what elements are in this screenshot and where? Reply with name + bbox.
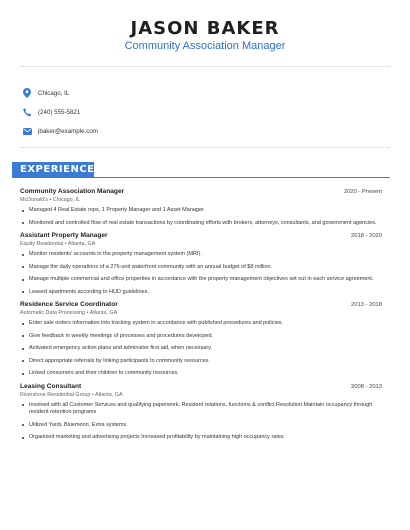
job-entry [20, 383, 382, 442]
email-icon [22, 126, 32, 136]
job-dates: 2013 - 2018 [351, 302, 382, 308]
job-bullets [20, 320, 382, 378]
contacts-divider [20, 147, 390, 148]
contact-list [22, 84, 98, 141]
job-meta: Automatic Data Processing • Atlanta, GA [20, 310, 118, 316]
job-meta: Riverstone Residential Group • Atlanta, GA [20, 391, 123, 398]
job-bullets [20, 207, 382, 227]
bullet-item: Leased apartments according to HUD guidelines. [20, 289, 382, 297]
contact-location-text: Chicago, IL [38, 89, 70, 97]
candidate-name: JASON BAKER [130, 18, 280, 39]
job-meta: McDonald's • Chicago, IL [20, 197, 81, 203]
job-entry [20, 188, 382, 227]
job-title: Residence Service Coordinator [20, 301, 118, 308]
job-title: Community Association Manager [20, 188, 125, 195]
job-bullets [20, 251, 382, 296]
bullet-item: Organized marketing and advertising projects Increased profitability by maintaining high occupancy rates [20, 434, 382, 442]
bullet-item: Activated emergency action plans and administer first aid, when necessary. [20, 345, 382, 353]
job-dates: 2020 - Present [343, 189, 382, 195]
job-bullets [20, 402, 382, 442]
bullet-item: Utilized Yardi, Bluemoon, Extra systems. [20, 422, 382, 430]
job-company: Equity Residential [20, 241, 64, 247]
experience-list [20, 188, 382, 447]
section-underline [12, 177, 390, 178]
bullet-item: Give feedback in weekly meetings of processes and procedures developed. [20, 333, 382, 341]
job-dates: 2018 - 2020 [351, 233, 382, 239]
job-location: Atlanta, GA [67, 241, 96, 247]
job-meta: Equity Residential • Atlanta, GA [20, 241, 96, 247]
job-company: McDonald's [20, 197, 48, 203]
bullet-item: Managed 4 Real Estate reps, 1 Property Manager and 1 Asset Manager. [20, 207, 382, 215]
job-dates: 2008 - 2013 [351, 383, 382, 390]
job-location: Atlanta, GA [89, 310, 118, 316]
job-title: Assistant Property Manager [20, 232, 108, 239]
bullet-item: Direct appropriate referrals by linking participants to community resources. [20, 358, 382, 366]
contact-email-text[interactable]: jbaker@example.com [38, 127, 98, 135]
bullet-item: Manage multiple commercial and office properties in accordance with the property management objectives set out in each service agreement. [20, 276, 382, 284]
phone-icon [22, 107, 32, 117]
section-heading-experience: EXPERIENCE [12, 162, 94, 178]
job-location: Atlanta, GA [95, 391, 123, 398]
job-company: Riverstone Residential Group [20, 391, 91, 398]
job-company: Automatic Data Processing [20, 310, 86, 316]
contact-email[interactable] [22, 122, 98, 140]
location-pin-icon [22, 88, 32, 98]
contact-phone [22, 103, 98, 121]
bullet-item: Manage the daily operations of a 276-unit waterfront community with an annual budget of $8 million. [20, 264, 382, 272]
header-divider [20, 66, 390, 67]
job-entry [20, 301, 382, 378]
bullet-item: Enter sale orders information into tracking system in accordance with published procedures and policies. [20, 320, 382, 328]
job-entry [20, 232, 382, 296]
job-title-heading: Community Association Manager [124, 40, 286, 52]
contact-phone-text: (240) 555-5821 [38, 108, 81, 116]
bullet-item: Monitored and controlled flow of real estate transactions by coordinating efforts with brokers, attorneys, consultants, and government agencies. [20, 220, 382, 228]
bullet-item: Linked consumers and their children to community resources. [20, 370, 382, 378]
bullet-item: Monitor residents' accounts in the property management system (MRI). [20, 251, 382, 259]
job-location: Chicago, IL [52, 197, 81, 203]
job-title: Leasing Consultant [20, 382, 82, 390]
bullet-item: Involved with all Customer Services and qualifying paperwork, Resident relations, functions & conflict Resolution.Maintain occupancy through resident retention programs [20, 402, 382, 417]
contact-location [22, 84, 98, 102]
